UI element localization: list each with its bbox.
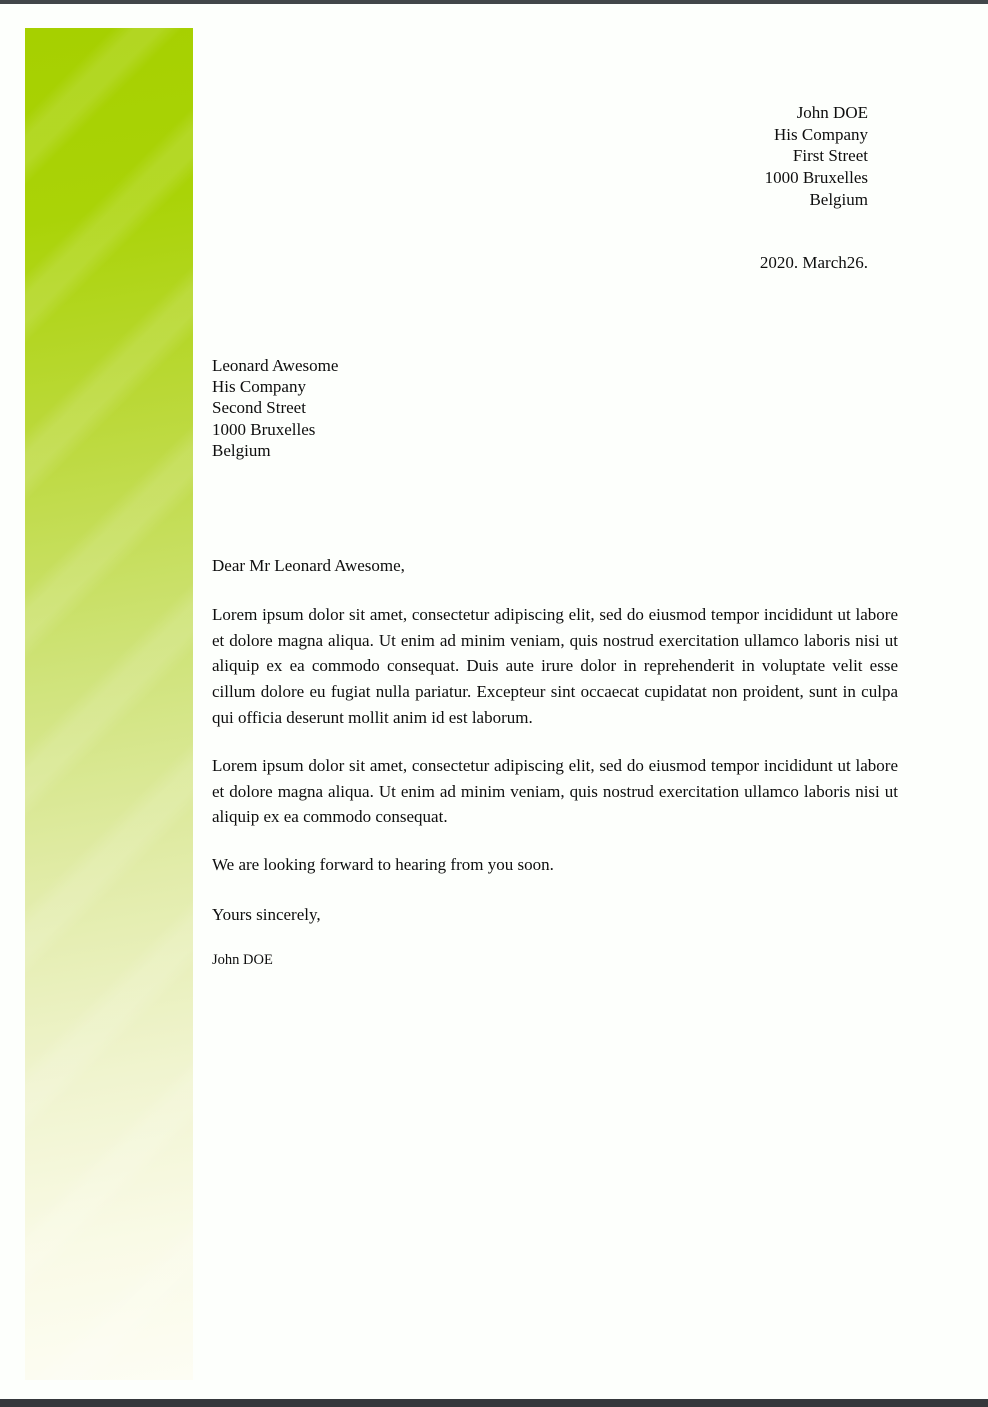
recipient-address-line: His Company <box>212 377 306 397</box>
closing-line: We are looking forward to hearing from you soon. <box>212 855 554 874</box>
recipient-address-line: 1000 Bruxelles <box>212 419 316 439</box>
recipient-address-line: Second Street <box>212 398 306 418</box>
letter-date: 2020. March26. <box>759 253 868 272</box>
sender-address-line: Belgium <box>809 189 868 209</box>
recipient-address-line: Belgium <box>212 440 271 460</box>
sender-address-line: 1000 Bruxelles <box>764 168 868 188</box>
sender-address-line: His Company <box>774 124 868 144</box>
salutation: Dear Mr Leonard Awesome, <box>212 556 405 575</box>
recipient-address <box>212 355 338 461</box>
body-paragraph: Lorem ipsum dolor sit amet, consectetur adipiscing elit, sed do eiusmod tempor incididunt ut labore et dolore magna aliqua. Ut enim ad minim veniam, quis nostrud exercitation ullamco laboris nisi ut aliquip ex ea commodo consequat. Duis aute irure dolor in reprehenderit in voluptate velit esse cillum dolore eu fugiat nulla pariatur. Excepteur sint occaecat cupidatat non proident, sunt in culpa qui officia deserunt mollit anim id est laborum. <box>212 605 898 727</box>
sender-address-line: First Street <box>792 146 868 166</box>
window-edge-bottom <box>0 1399 988 1407</box>
body-paragraph: Lorem ipsum dolor sit amet, consectetur adipiscing elit, sed do eiusmod tempor incididunt ut labore et dolore magna aliqua. Ut enim ad minim veniam, quis nostrud exercitation ullamco laboris nisi ut aliquip ex ea commodo consequat. <box>212 756 898 827</box>
sender-address <box>765 102 868 211</box>
sender-address-line: John DOE <box>796 103 868 122</box>
window-edge-top <box>0 0 988 4</box>
recipient-address-line: Leonard Awesome <box>212 356 339 375</box>
valediction: Yours sincerely, <box>212 905 321 924</box>
gradient-sidebar <box>25 28 193 1380</box>
signature-name: John DOE <box>212 952 273 968</box>
